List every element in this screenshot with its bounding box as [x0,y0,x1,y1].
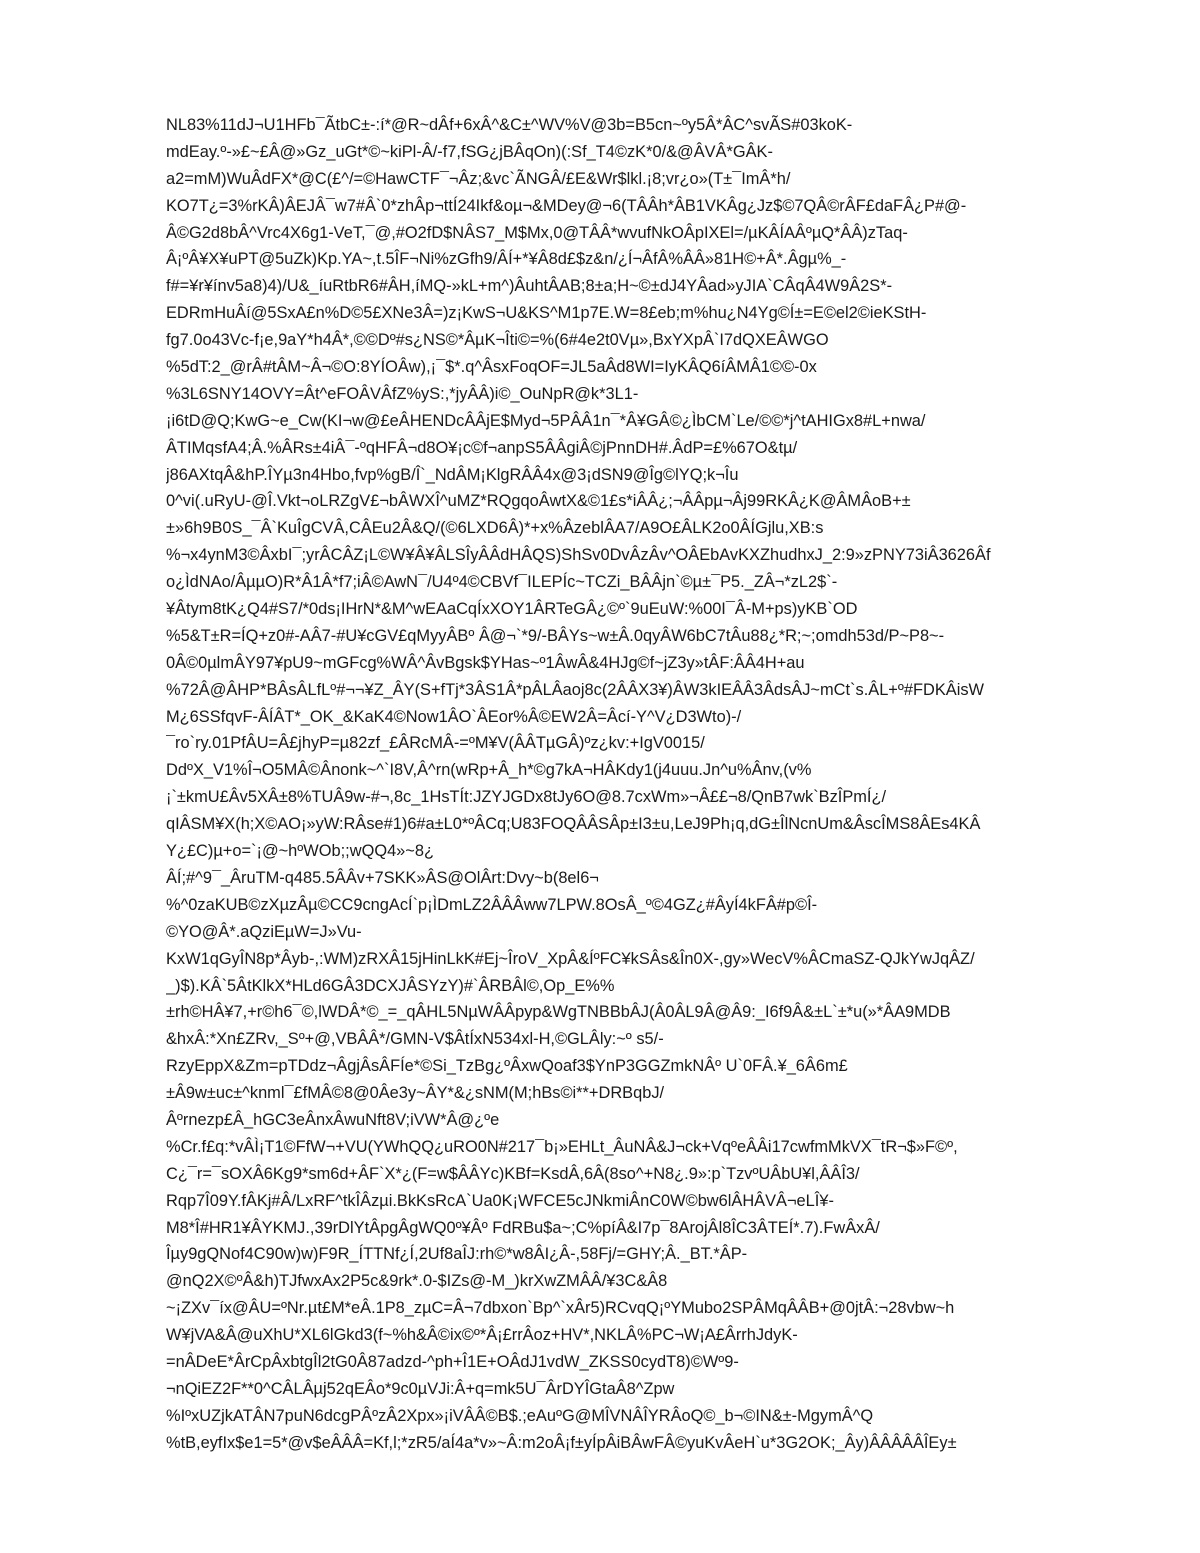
text-line: fg7.0o43Vc-f¡e,9aY*h4Â*,©©Dº#s¿NS©*ÂµK¬Îti©=%(6#4e2t0Vµ»,BxYXpÂ`I7dQXEÂWGO [166,331,829,350]
text-line: Rqp7Î09Y.fÂKj#Â/LxRF^tkÎÂzµi.BkKsRcA`Ua0K¡WFCE5cJNkmiÂnC0W©bw6lÂHÂVÂ¬eLÎ¥- [166,1191,834,1210]
text-line: RzyEppX&Zm=pTDdz¬ÂgjÂsÂFÍe*©Si_TzBg¿ºÂxwQoaf3$YnP3GGZmkNÂº U`0FÂ.¥_6Â6m£ [166,1057,848,1076]
text-line: o¿ÌdNAo/ÂµµO)R*Â1Â*f7;iÂ©AwN¯/U4º4©CBVf¯ILEPÍc~TCZi_BÂÂjn`©µ±¯P5._ZÂ¬*zL2$`- [166,573,838,592]
text-line: %IºxUZjkATÂN7puN6dcgPÂºzÂ2Xpx»¡iVÂÂ©B$.;eAuºG@MÎVNÂÎYRÂoQ©_b¬©IN&±-MgymÂ^Q [166,1406,874,1425]
text-line: mdEay.º-»£~£Â@»Gz_uGt*©~kiPl-Â/-f7,fSG¿jBÂqOn)(:Sf_T4©zK*0/&@ÂVÂ*GÂK- [166,142,773,161]
text-line: ©YO@Â*.aQziEµW=J»Vu- [166,922,362,941]
text-line: ~¡ZXv¯íx@ÂU=ºNr.µt£M*eÂ.1P8_zµC=Â¬7dbxon`Bp^`xÂr5)RCvqQ¡ºYMubo2SPÂMqÂÂB+@0jtÂ:¬28vbw~h [166,1299,955,1318]
text-line: _)$).KÂ`5ÂtKlkX*HLd6GÂ3DCXJÂSYzY)#`ÂRBÂl©,Op_E%% [166,976,615,995]
text-line: %^0zaKUB©zXµzÂµ©CC9cngAcÍ`p¡ÌDmLZ2ÂÂÂww7LPW.8OsÂ_º©4GZ¿#ÂyÍ4kFÂ#p©Î- [166,895,818,914]
text-line: ÂTIMqsfA4;Â.%ÂRs±4iÂ¯-ºqHFÂ¬d8O¥¡c©f¬anpS5ÂÂgiÂ©jPnnDH#.ÂdP=£%67O&tµ/ [166,438,798,457]
text-line: ¥Âtym8tK¿Q4#S7/*0ds¡IHrN*&M^wEAaCqÍxXOY1ÂRTeGÂ¿©º`9uEuW:%00I¯Â-M+ps)yKB`OD [166,600,858,619]
text-line: =nÂDeE*ÂrCpÂxbtgÎl2tG0Â87adzd-^ph+Î1E+OÂdJ1vdW_ZKSS0cydT8)©Wº9- [166,1352,739,1371]
text-line: NL83%11dJ¬U1HFb¯ÃtbC±-:í*@R~dÂf+6xÂ^&C±^WV%V@3b=B5cn~ºy5Â*ÂC^svÃS#03koK- [166,116,853,134]
text-line: Â©G2d8bÂ^Vrc4X6g1-VeT,¯@,#O2fD$NÂS7_M$Mx,0@TÂÂ*wvufNkOÂpIXEl=/µKÂÍAÂºµQ*ÂÂ)zTaq- [166,223,908,242]
text-line: Âºrnezp£Â_hGC3eÂnxÂwuNft8V;iVW*Â@¿ºe [166,1110,500,1129]
text-line: M¿6SSfqvF-ÂÍÂT*_OK_&KaK4©Now1ÂO`ÂEor%Â©EW2Â=Âcí-Y^V¿D3Wto)-/ [166,707,742,726]
text-line: f#=¥r¥ínv5a8)4)/U&_íuRtbR6#ÂH,íMQ-»kL+m^)ÂuhtÂAB;8±a;H~©±dJ4YÂad»yJIA`CÂqÂ4W9Â2S*- [166,277,893,296]
text-line: j86AXtqÂ&hP.ÎYµ3n4Hbo,fvp%gB/Î`_NdÂM¡KlgRÂÂ4x@3¡dSN9@Îg©lYQ;k¬Îu [166,465,739,484]
text-line: %72Â@ÂHP*BÂsÂLfLº#¬¬¥Z_ÂY(S+fTj*3ÂS1Â*pÂLÂaoj8c(2ÂÂX3¥)ÂW3kIEÂÂ3ÂdsÂJ~mCt`s.ÂL+º#FDKÂisW [166,680,985,699]
text-line: Îµy9gQNof4C90w)w)F9R_ÍTTNf¿Í,2Uf8aÎJ:rh©*w8ÂI¿Â-,58Fj/=GHY;Â._BT.*ÂP- [166,1245,748,1264]
text-line: W¥jVA&Â@uXhU*XL6lGkd3(f~%h&Â©ix©º*Â¡£rrÂoz+HV*,NKLÂ%PC¬W¡A£ÂrrhJdyK- [166,1326,798,1345]
document-body-text [166,112,1126,1457]
text-line: 0Â©0µlmÂY97¥pU9~mGFcg%WÂ^ÂvBgsk$YHas~º1ÂwÂ&4HJg©f~jZ3y»tÂF:ÂÂ4H+au [166,653,805,672]
text-line: KO7T¿=3%rKÂ)ÂEJÂ¯w7#Â`0*zhÂp¬ttÍ24Ikf&oµ¬&MDey@¬6(TÂÂh*ÂB1VKÂg¿Jz$©7QÂ©rÂF£daFÂ¿P#@- [166,196,967,215]
text-line: %Cr.f£q:*vÂÌ¡T1©FfW¬+VU(YWhQQ¿uRO0N#217¯b¡»EHLt_ÂuNÂ&J¬ck+VqºeÂÂi17cwfmMkVX¯tR¬$»F©º, [166,1137,958,1156]
text-line: ÂÍ;#^9¯_ÂruTM-q485.5ÂÂv+7SKK»ÂS@OlÂrt:Dvy~b(8el6¬ [166,868,599,887]
text-line: M8*Î#HR1¥ÂYKMJ.,39rDlYtÂpgÂgWQ0º¥Âº FdRBu$a~;C%píÂ&I7p¯8ArojÂl8ÎC3ÂTEÍ*.7).FwÂxÂ/ [166,1218,880,1237]
text-line: qIÂSM¥X(h;X©AO¡»yW:RÂse#1)6#a±L0*ºÂCq;U83FOQÂÂSÂp±I3±u,LeJ9Ph¡q,dG±ÎlNcnUm&ÂscÎMS8ÂEs4KÂ [166,815,981,834]
text-line: ±Â9w±uc±^knml¯£fMÂ©8@0Âe3y~ÂY*&¿sNM(M;hBs©i**+DRBqbJ/ [166,1084,665,1103]
text-line: EDRmHuÂí@5SxA£n%D©5£XNe3Â=)z¡KwS¬U&KS^M1p7E.W=8£eb;m%hu¿N4Yg©Í±=E©el2©ieKStH- [166,304,927,323]
text-line: a2=mM)WuÂdFX*@C(£^/=©HawCTF¯¬Âz;&vc`ÃNGÂ/£E&Wr$lkl.¡8;vr¿o»(T±¯ImÂ*h/ [166,169,791,188]
text-line: C¿¯r=¯sOXÂ6Kg9*sm6d+ÂF`X*¿(F=w$ÂÂYc)KBf=KsdÂ,6Â(8so^+N8¿.9»:p`TzvºUÂbU¥l,ÂÂÎ3/ [166,1164,860,1183]
text-line: Â¡ºÂ¥X¥uPT@5uZk)Kp.YA~,t.5ÎF¬Ni%zGfh9/ÂÍ+*¥Â8d£$z&n/¿Í¬ÂfÂ%ÂÂ»81H©+Â*.Âgµ%_- [166,250,847,269]
text-line: ±»6h9B0S_¯Â`KuÎgCVÂ,CÂEu2Â&Q/(©6LXD6Â)*+x%ÂzeblÂA7/A9O£ÂLK2o0ÂÍGjlu,XB:s [166,519,824,538]
text-line: ¡`±kmU£Âv5XÂ±8%TUÂ9w-#¬,8c_1HsTÍt:JZYJGDx8tJy6O@8.7cxWm»¬Â££¬8/QnB7wk`BzÎPmÍ¿/ [166,788,887,807]
text-line: ¬nQiEZ2F**0^CÂLÂµj52qEÂo*9c0µVJi:Â+q=mk5U¯ÂrDYÎGtaÂ8^Zpw [166,1379,675,1398]
text-line: %¬x4ynM3©ÂxbI¯;yrÂCÂZ¡L©W¥Â¥ÂLSÎyÂÂdHÂQS)ShSv0DvÂzÂv^OÂEbAvKXZhudhxJ_2:9»zPNY73iÂ3626Âf [166,546,991,565]
text-line: KxW1qGyÎN8p*Âyb-,:WM)zRXÂ15jHinLkK#Ej~ÎroV_XpÂ&ÍºFC¥kSÂs&În0X-,gy»WecV%ÂCmaSZ-QJkYwJqÂZ/ [166,949,975,968]
text-line: @nQ2X©ºÂ&h)TJfwxAx2P5c&9rk*.0-$IZs@-M_)krXwZMÂÂ/¥3C&Â8 [166,1272,668,1291]
text-line: ¯ro`ry.01PfÂU=Â£jhyP=µ82zf_£ÂRcMÂ-=ºM¥V(ÂÂTµGÂ)ºz¿kv:+IgV0015/ [166,734,705,753]
text-line: %5dT:2_@rÂ#tÂM~Â¬©O:8YÍOÂw),¡¯$*.q^ÂsxFoqOF=JL5aÂd8WI=IyKÂQ6íÂMÂ1©©-0x [166,358,817,377]
text-line: ¡i6tD@Q;KwG~e_Cw(KI¬w@£eÂHENDcÂÂjE$Myd¬5PÂÂ1n¯*Â¥GÂ©¿ÌbCM`Le/©©*j^tAHIGx8#L+nwa/ [166,411,926,430]
text-line: 0^vi(.uRyU-@Î.Vkt¬oLRZgV£¬bÂWXÎ^uMZ*RQgqoÂwtX&©1£s*iÂÂ¿;¬ÂÂpµ¬Âj99RKÂ¿K@ÂMÂoB+± [166,492,911,511]
text-line: %tB,eyfIx$e1=5*@v$eÂÂÂ=Kf,l;*zR5/aÍ4a*v»~Â:m2oÂ¡f±yÍpÂiBÂwFÂ©yuKvÂeH`u*3G2OK;_Ây)ÂÂÂÂÂÎEy± [166,1433,957,1452]
text-line: Y¿£C)µ+o=`¡@~hºWOb;;wQQ4»~8¿ [166,842,434,861]
text-line: %5&T±R=ÍQ+z0#-AÂ7-#U¥cGV£qMyyÂBº Â@¬`*9/-BÂYs~w±Â.0qyÂW6bC7tÂu88¿*R;~;omdh53d/P~P8~- [166,626,945,645]
text-line: DdºX_V1%Î¬O5MÂ©Ânonk~^`I8V,Â^rn(wRp+Â_h*©g7kA¬HÂKdy1(j4uuu.Jn^u%Ânv,(v% [166,761,812,780]
text-line: %3L6SNY14OVY=Ât^eFOÂVÂfZ%yS:,*jyÂÂ)i©_OuNpR@k*3L1- [166,384,639,403]
text-line: &hxÂ:*Xn£ZRv,_Sº+@,VBÂÂ*/GMN-V$ÂtÍxN534xl-H,©GLÂly:~º s5/- [166,1030,664,1049]
text-line: ±rh©HÂ¥7,+r©h6¯©,lWDÂ*©_=_qÂHL5NµWÂÂpyp&WgTNBBbÂJ(Â0ÂL9Â@Â9:_I6f9Â&±L`±*u(»*ÂA9MDB [166,1003,951,1022]
